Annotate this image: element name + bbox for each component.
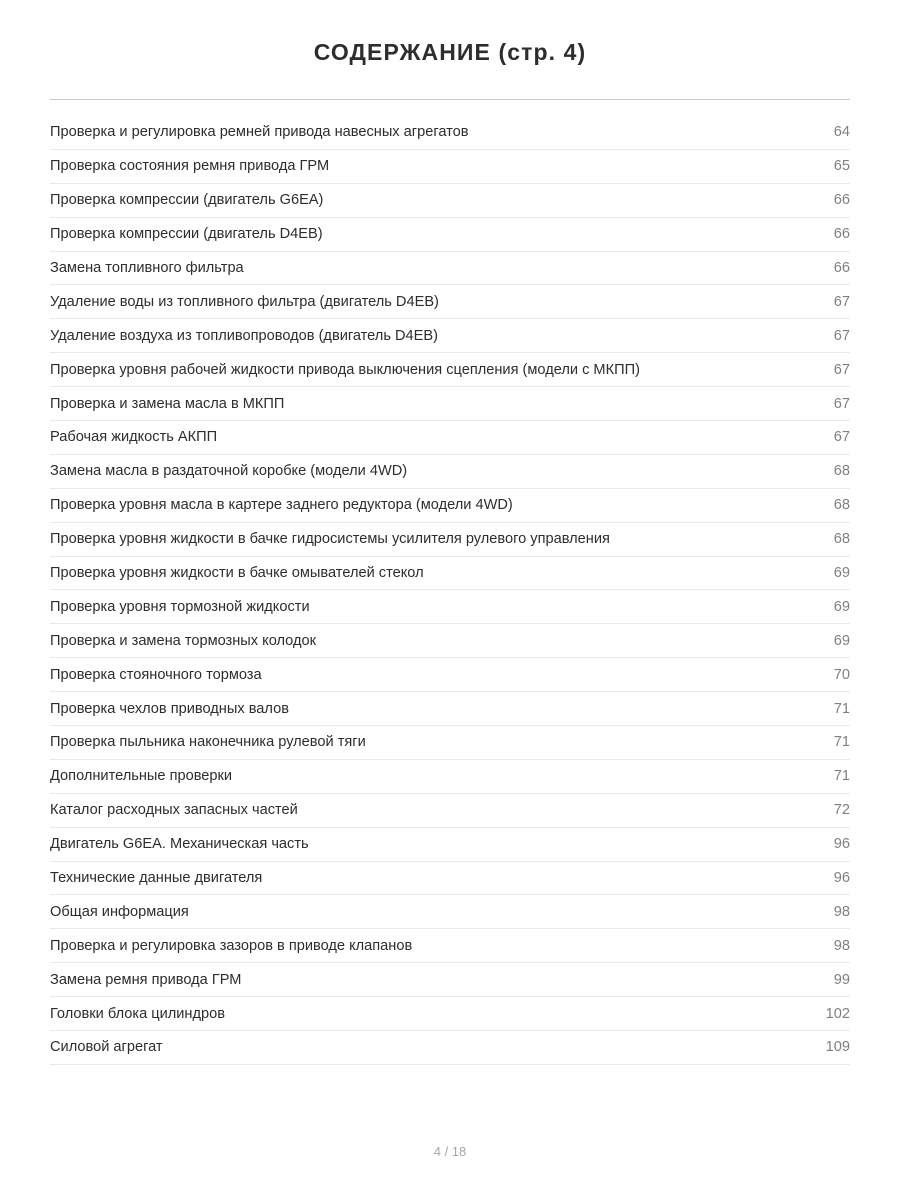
toc-row[interactable] bbox=[50, 692, 850, 726]
toc-row[interactable] bbox=[50, 997, 850, 1031]
toc-entry-page-number: 67 bbox=[833, 327, 850, 344]
toc-entry-page-number: 72 bbox=[833, 802, 850, 819]
toc-row[interactable] bbox=[50, 353, 850, 387]
toc-row[interactable] bbox=[50, 116, 850, 150]
toc-entry-label: Замена ремня привода ГРМ bbox=[50, 971, 242, 988]
toc-row[interactable] bbox=[50, 252, 850, 286]
toc-entry-label: Рабочая жидкость АКПП bbox=[50, 429, 218, 446]
toc-row[interactable] bbox=[50, 624, 850, 658]
toc-entry-page-number: 67 bbox=[833, 429, 850, 446]
toc-row[interactable] bbox=[50, 794, 850, 828]
toc-entry-label: Проверка уровня масла в картере заднего редуктора (модели 4WD) bbox=[50, 497, 513, 514]
toc-row[interactable] bbox=[50, 387, 850, 421]
toc-entry-page-number: 68 bbox=[833, 497, 850, 514]
toc-entry-page-number: 69 bbox=[833, 598, 850, 615]
toc-entry-label: Удаление воздуха из топливопроводов (двигатель D4EB) bbox=[50, 327, 438, 344]
toc-entry-page-number: 96 bbox=[833, 870, 850, 887]
toc-entry-page-number: 67 bbox=[833, 361, 850, 378]
toc-entry-page-number: 64 bbox=[833, 124, 850, 141]
toc-entry-page-number: 68 bbox=[833, 531, 850, 548]
toc-row[interactable] bbox=[50, 1031, 850, 1065]
toc-entry-page-number: 66 bbox=[833, 226, 850, 243]
toc-entry-label: Проверка и регулировка зазоров в приводе клапанов bbox=[50, 937, 413, 954]
toc-entry-label: Проверка и замена масла в МКПП bbox=[50, 395, 285, 412]
toc-entry-label: Замена топливного фильтра bbox=[50, 260, 244, 276]
toc-entry-page-number: 109 bbox=[825, 1039, 850, 1056]
toc-entry-page-number: 66 bbox=[833, 192, 850, 209]
table-of-contents bbox=[50, 116, 850, 1065]
toc-entry-page-number: 66 bbox=[833, 260, 850, 276]
toc-entry-label: Проверка и регулировка ремней привода навесных агрегатов bbox=[50, 124, 469, 141]
toc-entry-page-number: 96 bbox=[833, 836, 850, 853]
toc-entry-label: Проверка уровня жидкости в бачке омывателей стекол bbox=[50, 565, 424, 582]
toc-row[interactable] bbox=[50, 760, 850, 794]
toc-entry-label: Замена масла в раздаточной коробке (модели 4WD) bbox=[50, 463, 408, 480]
toc-row[interactable] bbox=[50, 285, 850, 319]
toc-entry-label: Головки блока цилиндров bbox=[50, 1005, 225, 1022]
toc-row[interactable] bbox=[50, 455, 850, 489]
toc-row[interactable] bbox=[50, 557, 850, 591]
toc-entry-label: Проверка стояночного тормоза bbox=[50, 666, 262, 683]
toc-entry-label: Проверка чехлов приводных валов bbox=[50, 700, 289, 717]
toc-row[interactable] bbox=[50, 828, 850, 862]
toc-entry-label: Проверка и замена тормозных колодок bbox=[50, 632, 316, 649]
toc-row[interactable] bbox=[50, 319, 850, 353]
toc-row[interactable] bbox=[50, 150, 850, 184]
toc-entry-label: Общая информация bbox=[50, 903, 189, 920]
toc-row[interactable] bbox=[50, 421, 850, 455]
toc-row[interactable] bbox=[50, 862, 850, 896]
toc-entry-label: Проверка компрессии (двигатель D4EB) bbox=[50, 226, 323, 243]
toc-entry-page-number: 67 bbox=[833, 293, 850, 310]
toc-entry-label: Технические данные двигателя bbox=[50, 870, 263, 887]
toc-entry-label: Силовой агрегат bbox=[50, 1039, 163, 1056]
toc-entry-label: Проверка уровня жидкости в бачке гидросистемы усилителя рулевого управления bbox=[50, 531, 610, 548]
toc-entry-page-number: 71 bbox=[833, 700, 850, 717]
toc-entry-label: Проверка пыльника наконечника рулевой тяги bbox=[50, 734, 366, 751]
toc-entry-page-number: 71 bbox=[833, 734, 850, 751]
toc-entry-page-number: 69 bbox=[833, 565, 850, 582]
toc-row[interactable] bbox=[50, 218, 850, 252]
toc-row[interactable] bbox=[50, 726, 850, 760]
toc-entry-page-number: 98 bbox=[833, 937, 850, 954]
toc-entry-page-number: 98 bbox=[833, 903, 850, 920]
toc-entry-page-number: 65 bbox=[833, 158, 850, 175]
toc-entry-label: Проверка уровня тормозной жидкости bbox=[50, 598, 310, 615]
toc-entry-page-number: 99 bbox=[833, 971, 850, 988]
toc-entry-label: Каталог расходных запасных частей bbox=[50, 802, 298, 819]
toc-entry-page-number: 68 bbox=[833, 463, 850, 480]
toc-row[interactable] bbox=[50, 895, 850, 929]
toc-entry-page-number: 67 bbox=[833, 395, 850, 412]
toc-row[interactable] bbox=[50, 658, 850, 692]
toc-entry-label: Проверка состояния ремня привода ГРМ bbox=[50, 158, 330, 175]
toc-row[interactable] bbox=[50, 963, 850, 997]
toc-entry-label: Двигатель G6EA. Механическая часть bbox=[50, 836, 309, 853]
toc-entry-page-number: 71 bbox=[833, 768, 850, 785]
toc-row[interactable] bbox=[50, 929, 850, 963]
toc-entry-label: Проверка компрессии (двигатель G6EA) bbox=[50, 192, 324, 209]
page-title: СОДЕРЖАНИЕ (стр. 4) bbox=[313, 39, 587, 65]
toc-entry-page-number: 70 bbox=[833, 666, 850, 683]
toc-row[interactable] bbox=[50, 489, 850, 523]
toc-row[interactable] bbox=[50, 590, 850, 624]
toc-entry-page-number: 102 bbox=[825, 1005, 850, 1022]
page-footer: 4 / 18 bbox=[433, 1144, 467, 1159]
toc-row[interactable] bbox=[50, 184, 850, 218]
toc-entry-page-number: 69 bbox=[833, 632, 850, 649]
toc-row[interactable] bbox=[50, 523, 850, 557]
title-divider bbox=[50, 99, 850, 100]
toc-entry-label: Проверка уровня рабочей жидкости привода выключения сцепления (модели с МКПП) bbox=[50, 361, 640, 378]
toc-entry-label: Удаление воды из топливного фильтра (двигатель D4EB) bbox=[50, 293, 439, 310]
toc-entry-label: Дополнительные проверки bbox=[50, 768, 233, 785]
